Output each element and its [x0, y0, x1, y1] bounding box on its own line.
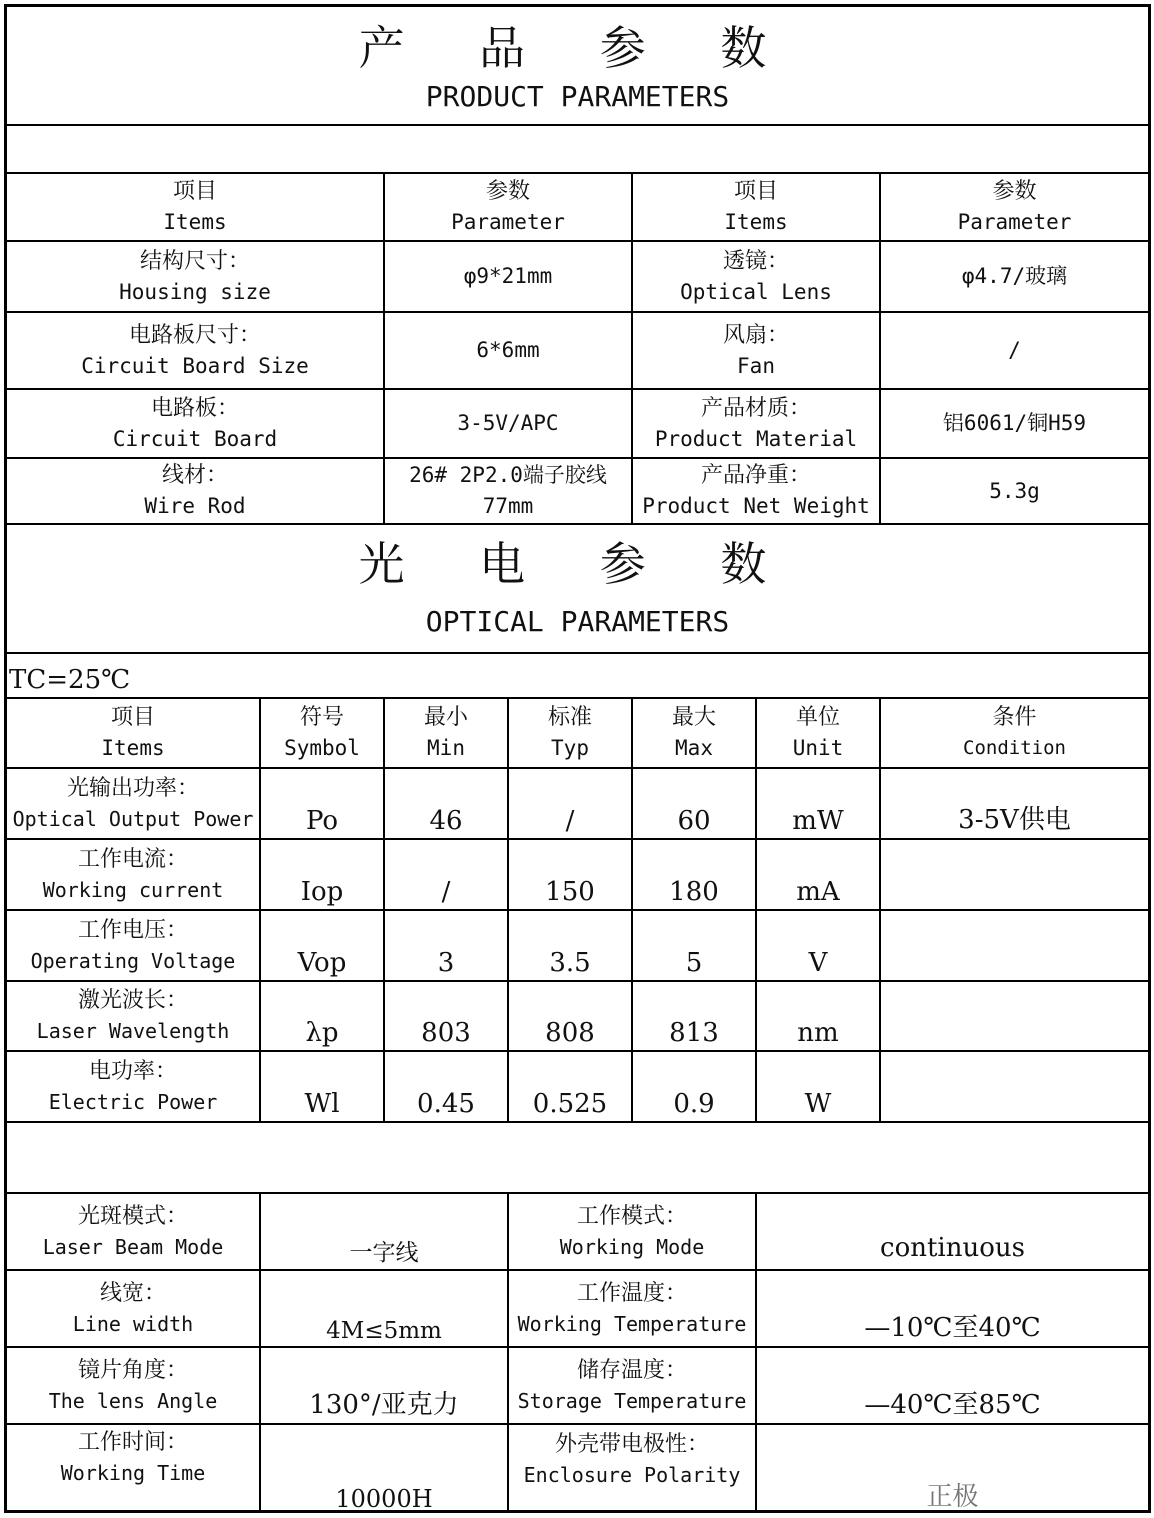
product-item-label: 电路板： Circuit Board — [112, 395, 278, 451]
extra-value: 10000H — [335, 1485, 433, 1513]
header-min: 最小 Min — [423, 705, 468, 760]
product-title-zh: 产 品 参 数 — [358, 20, 797, 75]
optical-item-label: 激光波长： Laser Wavelength — [36, 988, 230, 1043]
product-value: 铝6061/铜H59 — [942, 411, 1087, 435]
header-items: 项目 Items — [724, 179, 788, 234]
product-item-label: 线材： Wire Rod — [144, 463, 246, 518]
max-cell: 813 — [669, 1018, 719, 1048]
product-title — [7, 7, 1148, 124]
product-item-label: 风扇： Fan — [722, 322, 789, 378]
unit-cell: W — [804, 1089, 832, 1119]
optical-item-label: 工作电压： Operating Voltage — [30, 917, 236, 973]
condition-cell: 3-5V供电 — [958, 805, 1071, 835]
optical-item-label: 电功率： Electric Power — [48, 1058, 218, 1114]
max-cell: 0.9 — [673, 1089, 715, 1119]
extra-value: —10℃至40℃ — [864, 1313, 1041, 1343]
header-items: 项目 Items — [163, 179, 227, 234]
tc-condition: TC=25℃ — [9, 665, 131, 695]
min-cell: 3 — [437, 948, 455, 978]
product-item-label: 电路板尺寸： Circuit Board Size — [81, 322, 309, 378]
optical-item-label: 工作电流： Working current — [42, 846, 224, 902]
extra-value: 4M≤5mm — [326, 1318, 442, 1344]
header-parameter: 参数 Parameter — [957, 179, 1072, 234]
product-value: φ4.7/玻璃 — [961, 264, 1068, 288]
product-item-label: 透镜： Optical Lens — [680, 248, 832, 304]
extra-value: 一字线 — [349, 1240, 419, 1266]
condition-cell — [881, 1052, 1148, 1121]
max-cell: 180 — [669, 877, 719, 907]
product-value: / — [1008, 338, 1021, 362]
typ-cell: 808 — [545, 1018, 595, 1048]
header-condition: 条件 Condition — [963, 705, 1066, 759]
header-symbol: 符号 Symbol — [284, 705, 360, 760]
symbol-cell: Vop — [297, 948, 347, 978]
extra-value: continuous — [880, 1233, 1025, 1263]
symbol-cell: Po — [305, 806, 339, 836]
extra-value: 130°/亚克力 — [309, 1390, 459, 1420]
typ-cell: 150 — [545, 877, 595, 907]
typ-cell: / — [565, 806, 575, 836]
header-typ: 标准 Typ — [547, 705, 592, 760]
min-cell: / — [441, 877, 451, 907]
unit-cell: mW — [792, 806, 844, 836]
product-value: φ9*21mm — [463, 264, 553, 288]
extra-value: —40℃至85℃ — [864, 1390, 1041, 1420]
extra-value: 正极 — [926, 1482, 979, 1512]
header-max: 最大 Max — [671, 705, 716, 760]
max-cell: 5 — [685, 948, 703, 978]
symbol-cell: Wl — [304, 1089, 340, 1119]
rule — [4, 652, 1151, 654]
condition-cell — [881, 982, 1148, 1050]
unit-cell: mA — [796, 877, 840, 907]
symbol-cell: λp — [305, 1018, 339, 1048]
product-value: 26# 2P2.0端子胶线 77mm — [409, 463, 607, 518]
extra-item-label: 工作温度： Working Temperature — [517, 1280, 747, 1336]
condition-cell — [881, 840, 1148, 909]
header-unit: 单位 Unit — [792, 705, 844, 760]
extra-item-label: 外壳带电极性： Enclosure Polarity — [523, 1432, 741, 1487]
rule — [4, 1121, 1151, 1123]
extra-item-label: 线宽： Line width — [72, 1280, 194, 1336]
max-cell: 60 — [677, 806, 711, 836]
condition-cell — [881, 911, 1148, 980]
typ-cell: 0.525 — [532, 1089, 608, 1119]
symbol-cell: Iop — [300, 877, 344, 907]
product-value: 5.3g — [989, 478, 1040, 503]
optical-title-en: OPTICAL PARAMETERS — [425, 604, 730, 638]
extra-item-label: 光斑模式： Laser Beam Mode — [42, 1203, 224, 1259]
header-items: 项目 Items — [101, 705, 165, 760]
unit-cell: nm — [797, 1018, 839, 1048]
rule — [4, 124, 1151, 126]
product-value: 3-5V/APC — [457, 411, 559, 435]
extra-item-label: 工作模式： Working Mode — [559, 1203, 705, 1259]
product-value: 6*6mm — [476, 338, 540, 362]
optical-title — [7, 525, 1148, 652]
min-cell: 803 — [421, 1018, 471, 1048]
product-item-label: 结构尺寸： Housing size — [119, 248, 271, 304]
product-title-en: PRODUCT PARAMETERS — [425, 79, 730, 113]
product-item-label: 产品材质： Product Material — [654, 395, 858, 451]
min-cell: 46 — [429, 806, 463, 836]
header-parameter: 参数 Parameter — [451, 179, 565, 234]
optical-item-label: 光输出功率： Optical Output Power — [12, 775, 254, 831]
extra-item-label: 工作时间： Working Time — [60, 1430, 206, 1485]
extra-item-label: 储存温度： Storage Temperature — [517, 1357, 747, 1413]
product-item-label: 产品净重： Product Net Weight — [642, 463, 870, 518]
optical-title-zh: 光 电 参 数 — [358, 536, 797, 591]
extra-item-label: 镜片角度： The lens Angle — [48, 1357, 218, 1413]
typ-cell: 3.5 — [549, 948, 591, 978]
min-cell: 0.45 — [417, 1089, 475, 1119]
unit-cell: V — [808, 948, 828, 978]
